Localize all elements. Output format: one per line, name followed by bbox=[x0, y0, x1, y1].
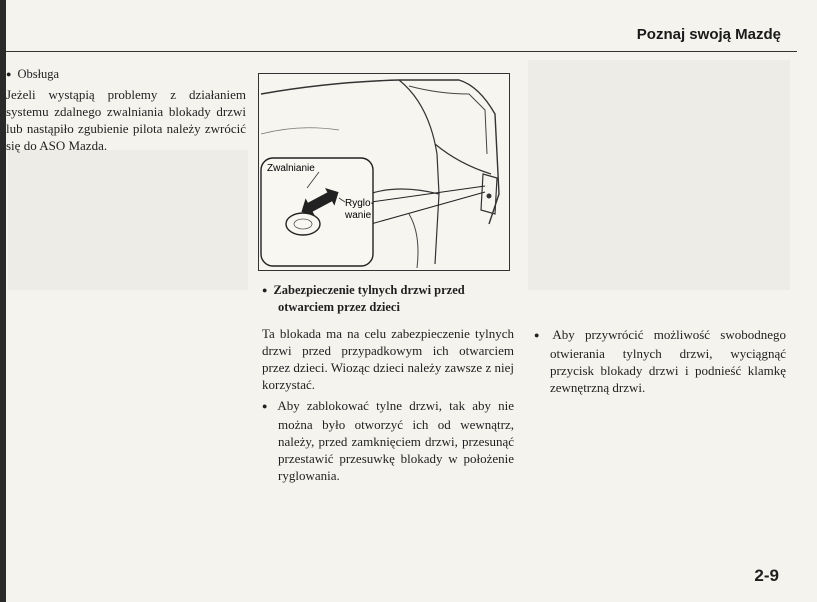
child-lock-illustration bbox=[258, 73, 510, 271]
child-lock-bullet: ● Aby zablokować tylne drzwi, tak aby nie można było otworzyć ich od wewnątrz, należy, przed zamknięciem drzwi, przesunąć przestawić przesuwkę blokady w położenie ryglowania. bbox=[262, 397, 514, 484]
page-header-title: Poznaj swoją Mazdę bbox=[636, 26, 781, 43]
child-lock-heading: ● Zabezpieczenie tylnych drzwi przed otwarciem przez dzieci bbox=[262, 282, 514, 315]
latch-point bbox=[487, 194, 492, 199]
door-diagram-svg bbox=[259, 74, 509, 270]
wheel-arch-line bbox=[409, 214, 418, 268]
bleed-through-right bbox=[528, 60, 790, 290]
interior-line bbox=[261, 128, 339, 134]
left-paragraph: Jeżeli wystąpią problemy z działaniem systemu zdalnego zwalniania blokady drzwi lub nastąpiło zgubienie pilota należy zwrócić się do ASO Mazda. bbox=[6, 87, 246, 153]
header-divider bbox=[6, 51, 797, 52]
door-edge-line bbox=[435, 144, 491, 174]
subheading-operation: ● Obsługa bbox=[6, 66, 246, 84]
label-release: Zwalnianie bbox=[267, 163, 315, 174]
door-bottom-line bbox=[369, 189, 439, 264]
label-lock-2: wanie bbox=[345, 210, 372, 221]
bleed-through-left bbox=[8, 150, 248, 290]
window-line bbox=[409, 86, 487, 154]
left-column bbox=[6, 66, 246, 154]
page-number: 2-9 bbox=[754, 566, 779, 585]
callout-line-2 bbox=[371, 186, 485, 202]
label-lock-1: Ryglo- bbox=[345, 198, 374, 209]
door-frame-line bbox=[399, 80, 439, 194]
child-lock-paragraph: Ta blokada ma na celu zabezpieczenie tylnych drzwi przed przypadkowym ich otwarciem przez dzieci. Wioząc dzieci należy zawsze z niej korzystać. bbox=[262, 326, 514, 392]
unlock-bullet: ● Aby przywrócić możliwość swobodnego otwierania tylnych drzwi, wyciągnąć przycisk blokady drzwi i podnieść klamkę zewnętrzną drzwi. bbox=[534, 326, 786, 396]
middle-column bbox=[262, 282, 514, 484]
callout-line bbox=[371, 192, 485, 224]
right-column bbox=[534, 322, 786, 396]
